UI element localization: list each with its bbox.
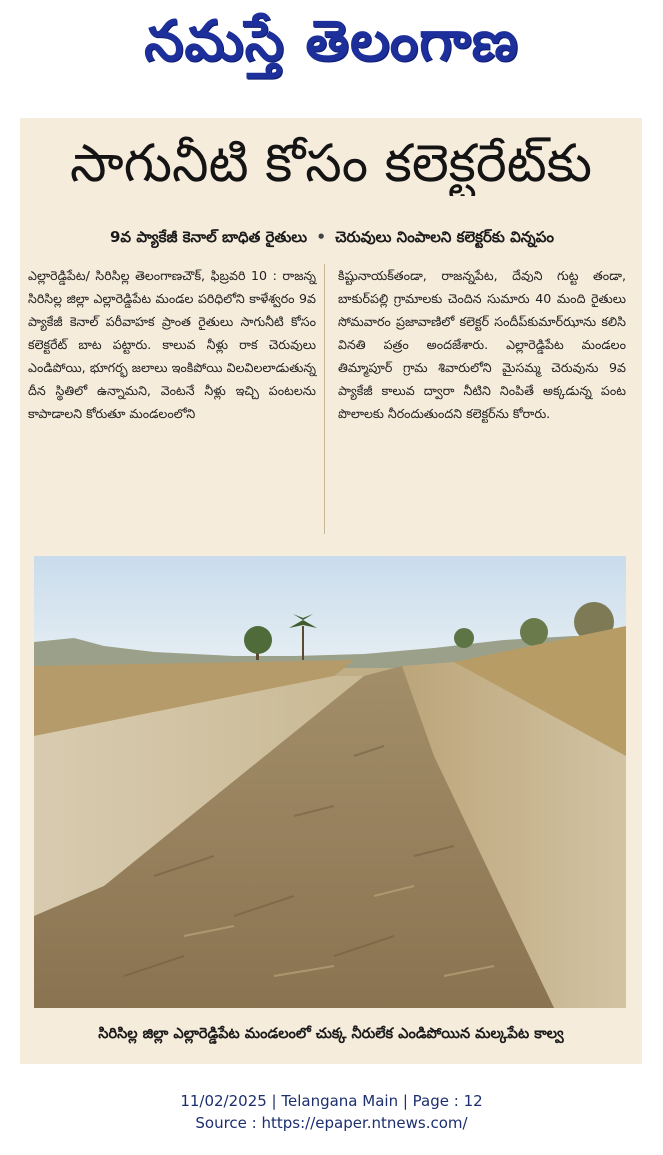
article-subhead <box>28 222 636 252</box>
subhead-right: చెరువులు నింపాలని కలెక్టర్‌కు విన్నపం <box>335 228 554 246</box>
news-clipping <box>20 118 642 1064</box>
article-headline: సాగునీటి కోసం కలెక్టరేట్‌కు <box>70 134 592 194</box>
photo-caption: సిరిసిల్ల జిల్లా ఎల్లారెడ్డిపేట మండలంలో చుక్క నీరులేక ఎండిపోయిన మల్కపేట కాల్వ <box>98 1026 564 1042</box>
page-footer <box>0 1090 663 1134</box>
subhead-bullet: • <box>316 228 326 246</box>
newspaper-logo: నమస్తే తెలంగాణ <box>144 9 519 74</box>
article-column-left: ఎల్లారెడ్డిపేట/ సిరిసిల్ల తెలంగాణచౌక్, ఫిబ్రవరి 10 : రాజన్న సిరిసిల్ల జిల్లా ఎల్లారెడ్డిపేట మండల పరిధిలోని కాళేశ్వరం 9వ ప్యాకేజీ కెనాల్ పరీవాహక ప్రాంత రైతులు సాగునీటి కోసం కలెక్టరేట్ బాట పట్టారు. కాలువ నీళ్లు రాక చెరువులు ఎండిపోయి, భూగర్భ జలాలు ఇంకిపోయి విలవిలలాడుతున్న దీన స్థితిలో ఉన్నామని, వెంటనే నీళ్లు ఇచ్చి పంటలను కాపాడాలని కోరుతూ మండలంలోని <box>28 268 316 421</box>
article-column-right: కిష్టునాయక్‌తండా, రాజన్నపేట, దేవుని గుట్ట తండా, బాకుర్‌పల్లి గ్రామాలకు చెందిన సుమారు 40 మంది రైతులు సోమవారం ప్రజావాణిలో కలెక్టర్ సందీప్‌కుమార్‌ఝాను కలిసి వినతి పత్రం అందజేశారు. ఎల్లారెడ్డిపేట మండలం తిమ్మాపూర్ గ్రామ శివారులోని మైసమ్మ చెరువును 9వ ప్యాకేజీ కాలువ ద్వారా నీటిని నింపితే అక్కడున్న పంట పొలాలకు నీరందుతుందని కలెక్టర్‌ను కోరారు. <box>338 268 626 421</box>
subhead-left: 9వ ప్యాకేజీ కెనాల్ బాధిత రైతులు <box>110 228 308 246</box>
article-photo <box>34 556 626 1008</box>
masthead <box>0 0 663 90</box>
column-divider <box>324 264 325 534</box>
dry-canal-photo <box>34 556 626 1008</box>
source-link[interactable]: Source : https://epaper.ntnews.com/ <box>195 1114 468 1132</box>
edition-info: 11/02/2025 | Telangana Main | Page : 12 <box>180 1092 483 1110</box>
